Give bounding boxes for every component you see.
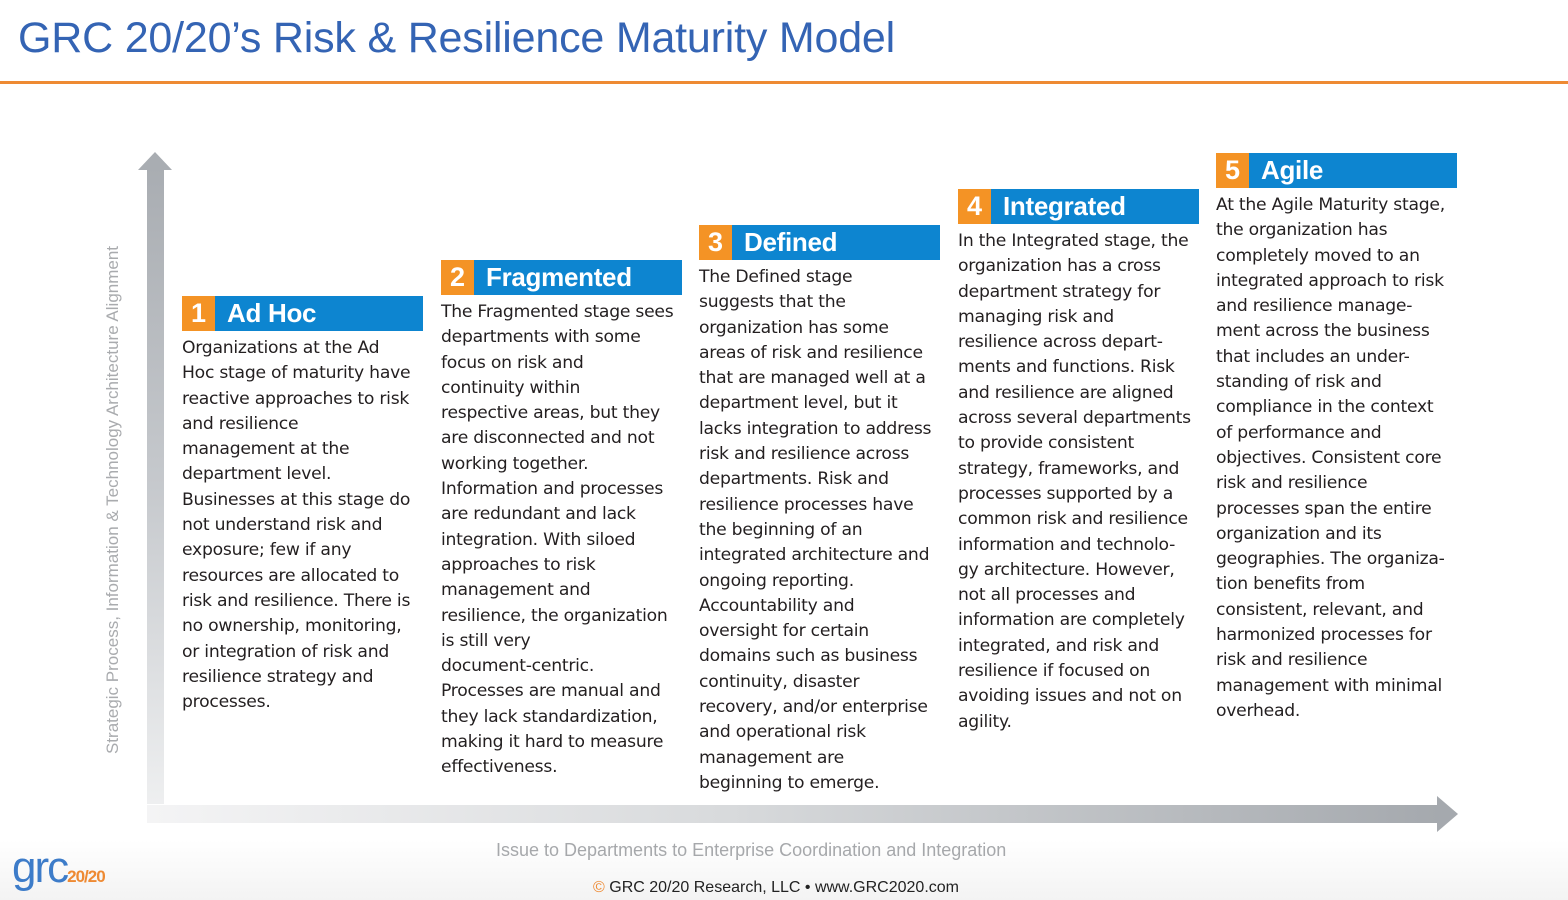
desc-line: that are managed well at a <box>699 368 926 389</box>
desc-line: At the Agile Maturity stage, <box>1216 195 1445 215</box>
desc-line: no ownership, monitoring, <box>182 616 402 637</box>
desc-line: integrated approach to risk <box>1216 270 1444 291</box>
desc-line: exposure; few if any <box>182 540 352 561</box>
stage-description <box>1216 193 1457 724</box>
desc-line: tion benefits from <box>1216 574 1365 595</box>
desc-line: processes supported by a <box>958 483 1174 504</box>
desc-line: that includes an under- <box>1216 346 1410 367</box>
desc-line: Accountability and <box>699 595 855 616</box>
desc-line: respective areas, but they <box>441 403 660 424</box>
desc-line: Processes are manual and <box>441 681 661 702</box>
desc-line: geographies. The organiza- <box>1216 549 1445 570</box>
desc-line: information and technolo- <box>958 534 1176 555</box>
stage-name: Ad Hoc <box>227 298 317 328</box>
desc-line: risk and resilience <box>1216 650 1368 671</box>
stage-description <box>441 300 682 781</box>
desc-line: standing of risk and <box>1216 372 1382 393</box>
desc-line: department level. <box>182 464 332 485</box>
desc-line: resilience if focused on <box>958 661 1151 682</box>
desc-line: organization has some <box>699 317 889 338</box>
stage-3-defined <box>699 225 940 796</box>
desc-line: and resilience <box>182 413 299 434</box>
desc-line: and resilience manage- <box>1216 296 1413 317</box>
desc-line: strategy, frameworks, and <box>958 458 1180 479</box>
desc-line: resilience processes have <box>699 494 914 515</box>
desc-line: the beginning of an <box>699 519 863 540</box>
desc-line: department strategy for <box>958 281 1161 302</box>
desc-line: risk and resilience <box>1216 473 1368 494</box>
desc-line: harmonized processes for <box>1216 625 1432 646</box>
desc-line: to provide consistent <box>958 433 1134 454</box>
stage-number: 1 <box>182 296 215 331</box>
stage-header <box>1216 153 1457 188</box>
desc-line: and resilience are aligned <box>958 382 1174 403</box>
stage-number: 5 <box>1216 153 1249 188</box>
desc-line: common risk and resilience <box>958 509 1188 530</box>
desc-line: gy architecture. However, <box>958 559 1175 580</box>
desc-line: are disconnected and not <box>441 428 655 449</box>
desc-line: departments. Risk and <box>699 469 889 490</box>
desc-line: continuity within <box>441 377 581 398</box>
desc-line: focus on risk and <box>441 352 584 373</box>
desc-line: is still very <box>441 630 531 651</box>
desc-line: ongoing reporting. <box>699 570 854 591</box>
desc-line: departments with some <box>441 327 641 348</box>
horizontal-axis-label: Issue to Departments to Enterprise Coordination and Integration <box>496 840 1007 860</box>
stage-header <box>182 296 423 331</box>
stage-1-ad-hoc <box>182 296 423 715</box>
desc-line: The Fragmented stage sees <box>441 302 674 322</box>
logo-number: 20/20 <box>67 867 105 886</box>
stage-name: Defined <box>744 227 838 257</box>
desc-line: Information and processes <box>441 479 664 500</box>
desc-line: reactive approaches to risk <box>182 388 410 409</box>
stage-header <box>958 189 1199 224</box>
desc-line: objectives. Consistent core <box>1216 447 1442 468</box>
desc-line: processes. <box>182 692 271 713</box>
desc-line: effectiveness. <box>441 757 558 778</box>
desc-line: oversight for certain <box>699 621 869 642</box>
desc-line: processes span the entire <box>1216 498 1432 519</box>
desc-line: continuity, disaster <box>699 671 860 692</box>
desc-line: ments and functions. Risk <box>958 357 1175 378</box>
desc-line: compliance in the context <box>1216 397 1434 418</box>
stage-description <box>699 265 940 796</box>
desc-line: are redundant and lack <box>441 504 636 525</box>
arrow-right-icon <box>1437 796 1458 832</box>
stage-number: 4 <box>958 189 991 224</box>
desc-line: not all processes and <box>958 585 1136 606</box>
desc-line: resilience strategy and <box>182 666 374 687</box>
desc-line: consistent, relevant, and <box>1216 599 1424 620</box>
desc-line: recovery, and/or enterprise <box>699 697 928 718</box>
desc-line: department level, but it <box>699 393 898 414</box>
desc-line: the organization has <box>1216 220 1388 241</box>
desc-line: beginning to emerge. <box>699 772 880 793</box>
desc-line: ment across the business <box>1216 321 1430 342</box>
desc-line: domains such as business <box>699 646 918 667</box>
desc-line: suggests that the <box>699 292 846 313</box>
stage-number: 3 <box>699 225 732 260</box>
desc-line: management and <box>441 580 591 601</box>
desc-line: of performance and <box>1216 422 1382 443</box>
grc2020-logo <box>12 843 105 892</box>
desc-line: not understand risk and <box>182 515 383 536</box>
desc-line: resilience across depart- <box>958 332 1163 353</box>
desc-line: lacks integration to address <box>699 418 932 439</box>
title-divider <box>0 81 1568 84</box>
desc-line: making it hard to measure <box>441 732 664 753</box>
desc-line: integrated, and risk and <box>958 635 1159 656</box>
logo-text: grc <box>12 843 68 892</box>
desc-line: Organizations at the Ad <box>182 338 380 358</box>
stage-header <box>441 260 682 295</box>
stage-name: Integrated <box>1003 191 1126 221</box>
desc-line: approaches to risk <box>441 554 596 575</box>
desc-line: organization and its <box>1216 523 1382 544</box>
stage-name: Agile <box>1261 155 1324 185</box>
desc-line: Hoc stage of maturity have <box>182 363 411 384</box>
desc-line: across several departments <box>958 408 1191 429</box>
desc-line: completely moved to an <box>1216 245 1420 266</box>
copyright-text: GRC 20/20 Research, LLC • www.GRC2020.com <box>609 879 959 896</box>
desc-line: document-centric. <box>441 656 595 677</box>
desc-line: resources are allocated to <box>182 565 400 586</box>
vertical-axis-label: Strategic Process, Information & Technology Architecture Alignment <box>103 245 122 755</box>
stage-2-fragmented <box>441 260 682 781</box>
desc-line: Businesses at this stage do <box>182 489 411 510</box>
page-title: GRC 20/20’s Risk & Resilience Maturity Model <box>18 14 896 62</box>
stage-name: Fragmented <box>486 262 632 292</box>
desc-line: In the Integrated stage, the <box>958 231 1189 251</box>
desc-line: avoiding issues and not on <box>958 686 1182 707</box>
desc-line: information are completely <box>958 610 1185 631</box>
desc-line: The Defined stage <box>699 267 853 287</box>
desc-line: overhead. <box>1216 700 1301 721</box>
arrow-up-icon <box>138 152 172 170</box>
horizontal-axis-arrow <box>147 805 1439 823</box>
desc-line: risk and resilience across <box>699 444 910 465</box>
desc-line: organization has a cross <box>958 256 1161 277</box>
desc-line: resilience, the organization <box>441 605 668 626</box>
stage-description <box>182 336 423 715</box>
desc-line: risk and resilience. There is <box>182 590 411 611</box>
desc-line: management at the <box>182 439 350 460</box>
stage-4-integrated <box>958 189 1199 735</box>
desc-line: they lack standardization, <box>441 706 658 727</box>
stage-number: 2 <box>441 260 474 295</box>
desc-line: managing risk and <box>958 306 1114 327</box>
desc-line: integration. With siloed <box>441 529 636 550</box>
copyright-line <box>593 879 959 897</box>
desc-line: agility. <box>958 711 1012 732</box>
desc-line: areas of risk and resilience <box>699 342 923 363</box>
copyright-icon: © <box>593 879 605 896</box>
stage-description <box>958 229 1199 735</box>
vertical-axis-arrow <box>147 168 164 804</box>
desc-line: management with minimal <box>1216 675 1443 696</box>
stage-5-agile <box>1216 153 1457 724</box>
desc-line: management are <box>699 747 844 768</box>
desc-line: integrated architecture and <box>699 545 930 566</box>
desc-line: and operational risk <box>699 722 866 743</box>
desc-line: working together. <box>441 453 589 474</box>
stage-header <box>699 225 940 260</box>
desc-line: or integration of risk and <box>182 641 390 662</box>
